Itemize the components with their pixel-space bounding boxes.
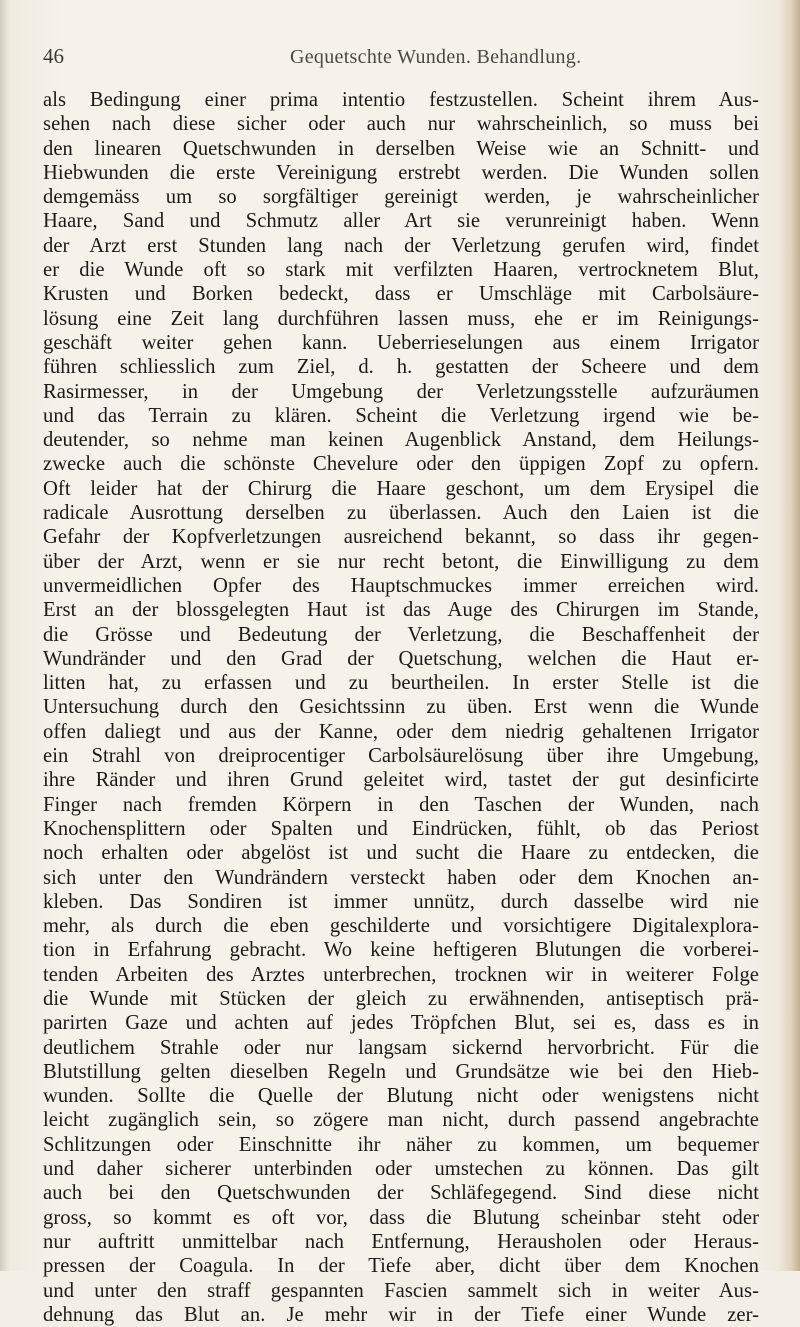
text-line: radicale Ausrottung derselben zu überlassen. Auch den Laien ist die	[43, 502, 759, 525]
text-line: wunden. Sollte die Quelle der Blutung nicht oder wenigstens nicht	[43, 1085, 759, 1108]
text-line: Blutstillung gelten dieselben Regeln und Grundsätze wie bei den Hieb-	[43, 1060, 759, 1083]
text-line: und das Terrain zu klären. Scheint die Verletzung irgend wie be-	[43, 404, 759, 427]
text-line: tenden Arbeiten des Arztes unterbrechen, trocknen wir in weiterer Folge	[43, 963, 759, 986]
text-line: parirten Gaze und achten auf jedes Tröpfchen Blut, sei es, dass es in	[43, 1012, 759, 1035]
text-line: noch erhalten oder abgelöst ist und sucht die Haare zu entdecken, die	[43, 842, 759, 865]
text-line: Hiebwunden die erste Vereinigung erstrebt werden. Die Wunden sollen	[43, 161, 759, 184]
text-line: Finger nach fremden Körpern in den Taschen der Wunden, nach	[43, 793, 759, 816]
text-line: auch bei den Quetschwunden der Schläfegegend. Sind diese nicht	[43, 1182, 759, 1205]
text-line: tion in Erfahrung gebracht. Wo keine heftigeren Blutungen die vorberei-	[43, 939, 759, 962]
text-line: der Arzt erst Stunden lang nach der Verletzung gerufen wird, findet	[43, 234, 759, 257]
text-line: geschäft weiter gehen kann. Ueberrieselungen aus einem Irrigator	[43, 331, 759, 354]
text-line: Erst an der blossgelegten Haut ist das Auge des Chirurgen im Stande,	[43, 599, 759, 622]
text-line: führen schliesslich zum Ziel, d. h. gestatten der Scheere und dem	[43, 356, 759, 379]
text-line: die Grösse und Bedeutung der Verletzung, die Beschaffenheit der	[43, 623, 759, 646]
text-line: als Bedingung einer prima intentio festzustellen. Scheint ihrem Aus-	[43, 89, 759, 111]
running-title: Gequetschte Wunden. Behandlung.	[290, 46, 582, 68]
text-line: und unter den straff gespannten Fascien sammelt sich in weiter Aus-	[43, 1279, 759, 1302]
text-line: Wundränder und den Grad der Quetschung, welchen die Haut er-	[43, 647, 759, 670]
text-line: die Wunde mit Stücken der gleich zu erwähnenden, antiseptisch prä-	[43, 987, 759, 1010]
text-line: unvermeidlichen Opfer des Hauptschmuckes immer erreichen wird.	[43, 574, 759, 597]
page-left-edge	[0, 0, 10, 1271]
text-line: Knochensplittern oder Spalten und Eindrücken, fühlt, ob das Periost	[43, 817, 759, 840]
text-line: Rasirmesser, in der Umgebung der Verletzungsstelle aufzuräumen	[43, 380, 759, 403]
text-line: demgemäss um so sorgfältiger gereinigt werden, je wahrscheinlicher	[43, 186, 759, 209]
text-line: sich unter den Wundrändern versteckt haben oder dem Knochen an-	[43, 866, 759, 889]
text-line: Oft leider hat der Chirurg die Haare geschont, um dem Erysipel die	[43, 477, 759, 500]
running-head	[43, 44, 759, 74]
text-line: Haare, Sand und Schmutz aller Art sie verunreinigt haben. Wenn	[43, 210, 759, 233]
text-line: Gefahr der Kopfverletzungen ausreichend bekannt, so dass ihr gegen-	[43, 526, 759, 549]
text-line: Krusten und Borken bedeckt, dass er Umschläge mit Carbolsäure-	[43, 283, 759, 306]
text-line: leicht zugänglich sein, so zögere man nicht, durch passend angebrachte	[43, 1109, 759, 1132]
page-binding-shadow	[778, 0, 800, 1271]
text-line: lösung eine Zeit lang durchführen lassen muss, ehe er im Reinigungs-	[43, 307, 759, 330]
text-line: gross, so kommt es oft vor, dass die Blutung scheinbar steht oder	[43, 1206, 759, 1229]
text-line: den linearen Quetschwunden in derselben Weise wie an Schnitt- und	[43, 137, 759, 160]
text-line: mehr, als durch die eben geschilderte und vorsichtigere Digitalexplora-	[43, 915, 759, 938]
body-text	[43, 88, 759, 1327]
text-line: zwecke auch die schönste Chevelure oder den üppigen Zopf zu opfern.	[43, 453, 759, 476]
text-line: über der Arzt, wenn er sie nur recht betont, die Einwilligung zu dem	[43, 550, 759, 573]
text-line: sehen nach diese sicher oder auch nur wahrscheinlich, so muss bei	[43, 113, 759, 136]
page-number: 46	[43, 44, 64, 68]
text-line: er die Wunde oft so stark mit verfilzten Haaren, vertrocknetem Blut,	[43, 259, 759, 282]
text-line: ein Strahl von dreiprocentiger Carbolsäurelösung über ihre Umgebung,	[43, 745, 759, 768]
text-line: kleben. Das Sondiren ist immer unnütz, durch dasselbe wird nie	[43, 890, 759, 913]
text-line: dehnung das Blut an. Je mehr wir in der Tiefe einer Wunde zer-	[43, 1303, 759, 1326]
text-line: offen daliegt und aus der Kanne, oder dem niedrig gehaltenen Irrigator	[43, 720, 759, 743]
text-line: und daher sicherer unterbinden oder umstechen zu können. Das gilt	[43, 1158, 759, 1181]
text-line: nur auftritt unmittelbar nach Entfernung, Herausholen oder Heraus-	[43, 1230, 759, 1253]
text-line: deutender, so nehme man keinen Augenblick Anstand, dem Heilungs-	[43, 429, 759, 452]
text-line: pressen der Coagula. In der Tiefe aber, dicht über dem Knochen	[43, 1255, 759, 1278]
text-line: ihre Ränder und ihren Grund geleitet wird, tastet der gut desinficirte	[43, 769, 759, 792]
text-line: litten hat, zu erfassen und zu beurtheilen. In erster Stelle ist die	[43, 672, 759, 695]
text-line: deutlichem Strahle oder nur langsam sickernd hervorbricht. Für die	[43, 1036, 759, 1059]
text-line: Schlitzungen oder Einschnitte ihr näher zu kommen, um bequemer	[43, 1133, 759, 1156]
text-line: Untersuchung durch den Gesichtssinn zu üben. Erst wenn die Wunde	[43, 696, 759, 719]
